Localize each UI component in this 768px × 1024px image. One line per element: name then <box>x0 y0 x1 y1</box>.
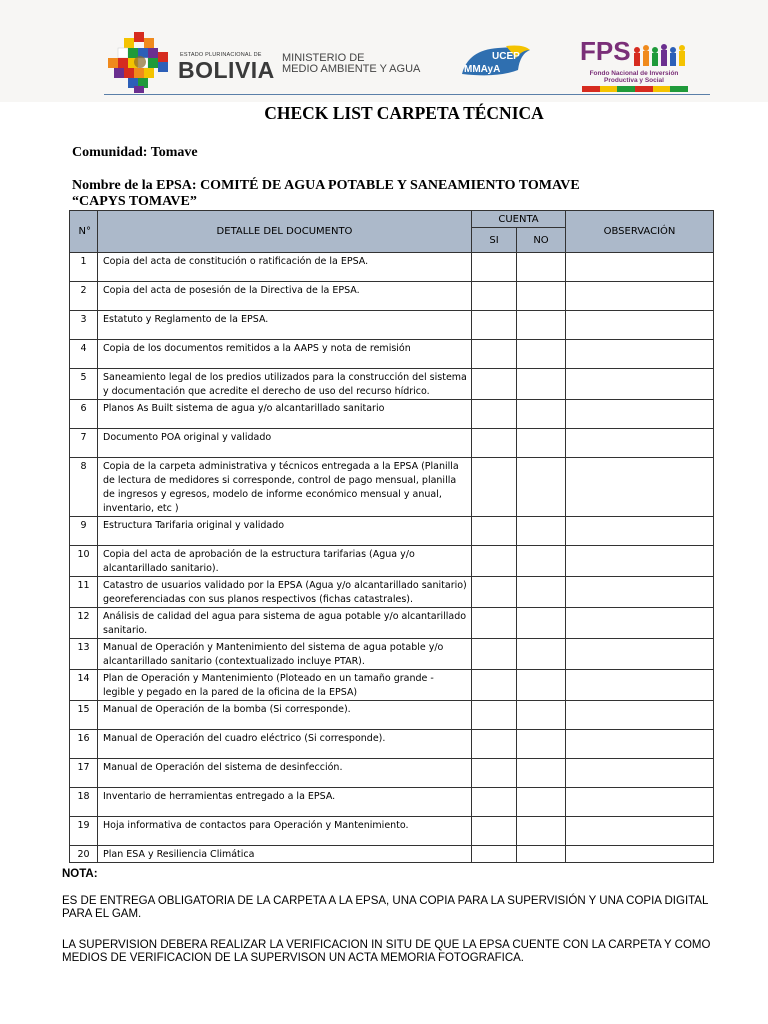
table-row <box>70 253 714 282</box>
si-cell[interactable] <box>472 670 517 701</box>
no-cell[interactable] <box>517 340 566 369</box>
no-cell[interactable] <box>517 546 566 577</box>
row-description: Estructura Tarifaria original y validado <box>98 517 472 546</box>
si-cell[interactable] <box>472 608 517 639</box>
table-row <box>70 577 714 608</box>
no-cell[interactable] <box>517 670 566 701</box>
si-cell[interactable] <box>472 546 517 577</box>
table-row <box>70 730 714 759</box>
row-description: Copia del acta de posesión de la Directiva de la EPSA. <box>98 282 472 311</box>
fps-color-stripes <box>582 86 688 92</box>
table-row <box>70 670 714 701</box>
table-row <box>70 639 714 670</box>
row-number: 5 <box>70 369 98 400</box>
row-number: 18 <box>70 788 98 817</box>
table-body <box>70 253 714 863</box>
observacion-cell[interactable] <box>566 340 714 369</box>
epsa-name-line-1: Nombre de la EPSA: COMITÉ DE AGUA POTABLE Y SANEAMIENTO TOMAVE <box>72 178 580 193</box>
row-number: 9 <box>70 517 98 546</box>
si-cell[interactable] <box>472 639 517 670</box>
table-row <box>70 311 714 340</box>
table-row <box>70 846 714 863</box>
ucep-text: UCEP <box>492 51 520 62</box>
row-number: 12 <box>70 608 98 639</box>
table-row <box>70 458 714 517</box>
observacion-cell[interactable] <box>566 817 714 846</box>
row-description: Documento POA original y validado <box>98 429 472 458</box>
row-description: Copia de la carpeta administrativa y técnicos entregada a la EPSA (Planilla de lectura de medidores si corresponde, control de pago mensual, planilla de ingresos y egresos, modelo de informe económico mensual y anual, inventario, etc ) <box>98 458 472 517</box>
table-row <box>70 817 714 846</box>
nota-paragraph-1: ES DE ENTREGA OBLIGATORIA DE LA CARPETA A LA EPSA, UNA COPIA PARA LA SUPERVISIÓN Y UNA COPIA DIGITAL PARA EL GAM. <box>62 895 708 920</box>
observacion-cell[interactable] <box>566 701 714 730</box>
no-cell[interactable] <box>517 608 566 639</box>
no-cell[interactable] <box>517 701 566 730</box>
observacion-cell[interactable] <box>566 577 714 608</box>
row-description: Análisis de calidad del agua para sistema de agua potable y/o alcantarillado sanitario. <box>98 608 472 639</box>
row-number: 8 <box>70 458 98 517</box>
si-cell[interactable] <box>472 429 517 458</box>
no-cell[interactable] <box>517 458 566 517</box>
wiphala-emblem-icon <box>104 30 176 94</box>
si-cell[interactable] <box>472 730 517 759</box>
table-row <box>70 517 714 546</box>
observacion-cell[interactable] <box>566 670 714 701</box>
no-cell[interactable] <box>517 253 566 282</box>
nota-paragraph-2: LA SUPERVISION DEBERA REALIZAR LA VERIFICACION IN SITU DE QUE LA EPSA CUENTE CON LA CARPETA Y COMO MEDIOS DE VERIFICACION DE LA SUPERVISON UN ACTA MEMORIA FOTOGRAFICA. <box>62 939 711 964</box>
row-number: 2 <box>70 282 98 311</box>
no-cell[interactable] <box>517 730 566 759</box>
column-header-no: NO <box>517 228 566 253</box>
column-header-detalle: DETALLE DEL DOCUMENTO <box>98 211 472 253</box>
row-number: 15 <box>70 701 98 730</box>
row-number: 20 <box>70 846 98 863</box>
observacion-cell[interactable] <box>566 546 714 577</box>
table-row <box>70 340 714 369</box>
row-description: Saneamiento legal de los predios utilizados para la construcción del sistema y documentación que acredite el derecho de uso del recurso hídrico. <box>98 369 472 400</box>
row-number: 1 <box>70 253 98 282</box>
row-number: 4 <box>70 340 98 369</box>
observacion-cell[interactable] <box>566 458 714 517</box>
no-cell[interactable] <box>517 311 566 340</box>
checklist-table <box>69 210 714 863</box>
row-number: 16 <box>70 730 98 759</box>
bolivia-logo <box>104 30 276 94</box>
row-description: Plan ESA y Resiliencia Climática <box>98 846 472 863</box>
ministerio-text <box>282 53 420 75</box>
si-cell[interactable] <box>472 846 517 863</box>
table-header <box>70 211 714 253</box>
observacion-cell[interactable] <box>566 400 714 429</box>
row-number: 19 <box>70 817 98 846</box>
table-row <box>70 282 714 311</box>
table-row <box>70 429 714 458</box>
epsa-name-line-2: “CAPYS TOMAVE” <box>72 194 197 209</box>
observacion-cell[interactable] <box>566 608 714 639</box>
comunidad-field: Comunidad: Tomave <box>72 145 198 160</box>
bolivia-wordmark: BOLIVIA <box>178 57 275 83</box>
table-row <box>70 759 714 788</box>
no-cell[interactable] <box>517 282 566 311</box>
nota-label: NOTA: <box>62 868 98 880</box>
row-number: 6 <box>70 400 98 429</box>
si-cell[interactable] <box>472 817 517 846</box>
no-cell[interactable] <box>517 577 566 608</box>
table-row <box>70 608 714 639</box>
observacion-cell[interactable] <box>566 369 714 400</box>
row-number: 17 <box>70 759 98 788</box>
row-description: Copia de los documentos remitidos a la AAPS y nota de remisión <box>98 340 472 369</box>
observacion-cell[interactable] <box>566 282 714 311</box>
row-description: Plan de Operación y Mantenimiento (Ploteado en un tamaño grande - legible y pegado en la pared de la oficina de la EPSA) <box>98 670 472 701</box>
si-cell[interactable] <box>472 340 517 369</box>
observacion-cell[interactable] <box>566 639 714 670</box>
column-header-number <box>70 211 98 253</box>
column-header-cuenta: CUENTA <box>472 211 566 228</box>
fps-subtitle <box>578 70 690 84</box>
people-figures-icon <box>632 42 690 68</box>
fps-subtitle-line-1: Fondo Nacional de Inversión <box>589 70 679 77</box>
observacion-cell[interactable] <box>566 759 714 788</box>
observacion-cell[interactable] <box>566 517 714 546</box>
row-description: Manual de Operación de la bomba (Si corresponde). <box>98 701 472 730</box>
table-row <box>70 788 714 817</box>
column-header-observacion: OBSERVACIÓN <box>566 211 714 253</box>
observacion-cell[interactable] <box>566 730 714 759</box>
fps-wordmark: FPS <box>580 36 631 66</box>
row-description: Inventario de herramientas entregado a la EPSA. <box>98 788 472 817</box>
ministerio-line-1: MINISTERIO DE <box>282 52 365 64</box>
si-cell[interactable] <box>472 788 517 817</box>
row-description: Planos As Built sistema de agua y/o alcantarillado sanitario <box>98 400 472 429</box>
si-cell[interactable] <box>472 577 517 608</box>
no-cell[interactable] <box>517 759 566 788</box>
si-cell[interactable] <box>472 759 517 788</box>
si-cell[interactable] <box>472 369 517 400</box>
si-cell[interactable] <box>472 517 517 546</box>
row-number: 10 <box>70 546 98 577</box>
table-row <box>70 701 714 730</box>
mmaya-text: MMAyA <box>464 64 501 75</box>
si-cell[interactable] <box>472 701 517 730</box>
no-cell[interactable] <box>517 817 566 846</box>
row-description: Manual de Operación del cuadro eléctrico (Si corresponde). <box>98 730 472 759</box>
si-cell[interactable] <box>472 311 517 340</box>
table-row <box>70 369 714 400</box>
table-row <box>70 546 714 577</box>
row-description: Copia del acta de constitución o ratificación de la EPSA. <box>98 253 472 282</box>
observacion-cell[interactable] <box>566 788 714 817</box>
row-description: Manual de Operación del sistema de desinfección. <box>98 759 472 788</box>
row-description: Manual de Operación y Mantenimiento del sistema de agua potable y/o alcantarillado sanitario (contextualizado incluye PTAR). <box>98 639 472 670</box>
fps-subtitle-line-2: Productiva y Social <box>604 77 664 84</box>
row-number: 3 <box>70 311 98 340</box>
column-header-si: SI <box>472 228 517 253</box>
no-cell[interactable] <box>517 846 566 863</box>
no-cell[interactable] <box>517 788 566 817</box>
si-cell[interactable] <box>472 253 517 282</box>
row-number: 13 <box>70 639 98 670</box>
row-number: 7 <box>70 429 98 458</box>
fps-logo <box>578 36 692 96</box>
document-title: CHECK LIST CARPETA TÉCNICA <box>264 103 544 123</box>
row-number: 14 <box>70 670 98 701</box>
row-description: Estatuto y Reglamento de la EPSA. <box>98 311 472 340</box>
observacion-cell[interactable] <box>566 429 714 458</box>
ministerio-line-2: MEDIO AMBIENTE Y AGUA <box>282 63 421 75</box>
no-cell[interactable] <box>517 517 566 546</box>
column-header-number-label: N° <box>78 226 91 237</box>
table-row <box>70 400 714 429</box>
si-cell[interactable] <box>472 400 517 429</box>
no-cell[interactable] <box>517 400 566 429</box>
no-cell[interactable] <box>517 429 566 458</box>
observacion-cell[interactable] <box>566 311 714 340</box>
si-cell[interactable] <box>472 282 517 311</box>
row-description: Copia del acta de aprobación de la estructura tarifarias (Agua y/o alcantarillado sanitario). <box>98 546 472 577</box>
row-description: Hoja informativa de contactos para Operación y Mantenimiento. <box>98 817 472 846</box>
estado-plurinacional-text: ESTADO PLURINACIONAL DE <box>180 52 262 58</box>
si-cell[interactable] <box>472 458 517 517</box>
observacion-cell[interactable] <box>566 253 714 282</box>
row-description: Catastro de usuarios validado por la EPSA (Agua y/o alcantarillado sanitario) georeferenciadas con sus planos respectivos (fichas catastrales). <box>98 577 472 608</box>
observacion-cell[interactable] <box>566 846 714 863</box>
row-number: 11 <box>70 577 98 608</box>
no-cell[interactable] <box>517 639 566 670</box>
no-cell[interactable] <box>517 369 566 400</box>
ucep-mmaya-logo <box>458 44 532 78</box>
